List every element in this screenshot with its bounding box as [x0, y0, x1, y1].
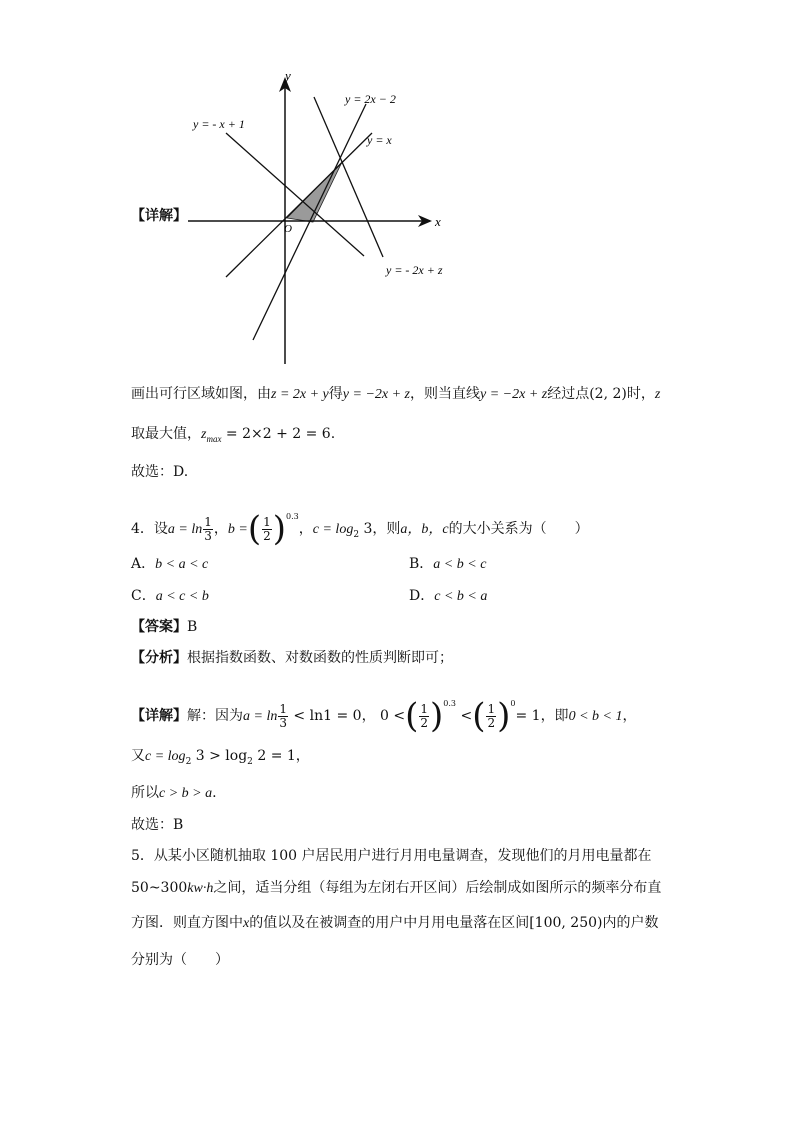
option-text: b < a < c [155, 557, 209, 572]
paren: ) [430, 696, 444, 736]
q5-line3 [131, 913, 659, 934]
fraction [203, 516, 213, 543]
math: = 1 [515, 708, 541, 724]
unit: kw·h [187, 881, 214, 896]
q4-option-c[interactable] [131, 586, 209, 607]
text: 解：因为 [187, 708, 243, 724]
math: 3 > log [191, 748, 248, 764]
math: 2 = 1 [252, 748, 296, 764]
math: b = [227, 522, 248, 537]
math: z [201, 427, 207, 442]
math: 0 < b < 1 [568, 709, 623, 724]
text: 内的户数 [602, 915, 659, 931]
origin-label: O [284, 223, 292, 235]
text: ， [361, 708, 376, 724]
label-y-eq-neg-x-plus-1: y = - x + 1 [193, 117, 245, 131]
y-axis-label: y [285, 68, 291, 83]
q4-detail [131, 686, 636, 735]
math: y = −2x + z [342, 387, 410, 402]
option-text: a < c < b [155, 589, 209, 604]
text: ， [295, 748, 310, 764]
option-text: a < b < c [433, 557, 487, 572]
math: = 2×2 + 2 = 6 [221, 426, 331, 442]
math: c = log [312, 522, 354, 537]
paren: ( [472, 696, 486, 736]
text: ，则 [372, 521, 401, 537]
math: < [460, 708, 473, 724]
text: 方图．则直方图中 [131, 915, 243, 931]
q3-explanation-line2 [131, 424, 335, 449]
log-base: 2 [353, 529, 360, 540]
math: y = −2x + z [480, 387, 548, 402]
exponent: 0.3 [286, 512, 299, 521]
math: a，b，c [400, 522, 449, 537]
detail-tag: 【详解】 [131, 708, 187, 724]
feasible-region-figure [0, 0, 793, 380]
q4-detail-line2 [131, 746, 310, 772]
paren: ( [405, 696, 419, 736]
option-text: c < b < a [434, 589, 488, 604]
label-y-eq-2x-minus-2: y = 2x − 2 [345, 92, 396, 106]
math: < ln1 = 0 [288, 708, 362, 724]
x-axis-label: x [435, 214, 441, 229]
exponent: 0 [510, 699, 516, 708]
detail-tag: 【详解】 [131, 208, 187, 224]
line-y-eq-x [226, 133, 372, 277]
text: ，即 [540, 708, 569, 724]
log-base: 2 [247, 756, 253, 767]
analysis-tag: 【分析】 [131, 650, 187, 666]
numerator: 1 [204, 514, 212, 529]
text: 的值以及在被调查的用户中月用电量落在区间 [249, 915, 530, 931]
paren: ) [497, 696, 511, 736]
option-key: B． [409, 556, 434, 572]
math: a = ln [243, 709, 278, 724]
option-key: C． [131, 588, 156, 604]
paren: ( [247, 509, 262, 549]
math: c > b > a [159, 786, 213, 801]
q3-select: 故选：D. [131, 464, 189, 480]
option-key: D． [409, 588, 435, 604]
math: 0 < [380, 708, 406, 724]
math: z [654, 387, 661, 402]
text: 所以 [131, 785, 159, 801]
log-base: 2 [185, 756, 192, 767]
q4-detail-line3 [131, 783, 217, 804]
text: 时， [626, 386, 655, 402]
q4-analysis [131, 648, 453, 668]
line-y-eq-neg-2x-plus-z [314, 97, 383, 257]
text: ，则当直线 [410, 386, 480, 402]
answer-value: B [187, 619, 198, 635]
fraction: $\frac{1}{2}$ [263, 514, 271, 543]
text: 的大小关系为（ ） [448, 521, 589, 537]
text: 画出可行区域如图，由 [131, 386, 271, 402]
text: . [330, 426, 336, 442]
text: 4．设 [131, 521, 168, 537]
q4-answer [131, 617, 197, 637]
text: ， [298, 521, 313, 537]
option-key: A． [131, 556, 156, 572]
q4-option-a[interactable] [131, 554, 208, 575]
q4-select: 故选：B [131, 817, 184, 833]
subscript: max [206, 433, 222, 444]
q5-line4: 分别为（ ） [131, 952, 229, 968]
analysis-text: 根据指数函数、对数函数的性质判断即可； [187, 650, 453, 666]
text: ， [622, 708, 637, 724]
math: c = log [145, 749, 186, 764]
q5-line1: 5．从某小区随机抽取 100 户居民用户进行月用电量调查，发现他们的月用电量都在 [131, 848, 652, 864]
text: 取最大值， [131, 426, 201, 442]
text: 50~300 [131, 880, 188, 896]
paren: ) [272, 509, 287, 549]
math: a = ln [167, 522, 203, 537]
text: 之间，适当分组（每组为左闭右开区间）后绘制成如图所示的频率分布直 [213, 880, 662, 896]
exponent: 0.3 [443, 699, 457, 708]
label-y-eq-x: y = x [367, 133, 392, 147]
denominator: 3 [204, 528, 212, 543]
q5-line2 [131, 878, 661, 899]
math: [100, 250) [529, 915, 603, 931]
line-y-eq-2x-minus-2 [253, 104, 366, 340]
math: z = 2x + y [271, 387, 329, 402]
text: . [212, 785, 217, 801]
math: (2, 2) [589, 386, 627, 402]
text: 经过点 [547, 386, 590, 402]
answer-tag: 【答案】 [131, 619, 187, 635]
text: 又 [131, 748, 145, 764]
fraction: $\frac{1}{2}$ [420, 701, 429, 730]
text: ， [213, 521, 228, 537]
fraction: $\frac{1}{3}$ [279, 701, 287, 730]
fraction: $\frac{1}{2}$ [487, 701, 496, 730]
label-y-eq-neg-2x-plus-z: y = - 2x + z [386, 263, 443, 277]
math: x [243, 916, 250, 931]
q4-stem [131, 500, 589, 552]
math: 3 [359, 521, 373, 537]
text: 得 [328, 386, 343, 402]
q4-option-b[interactable] [409, 554, 486, 575]
q4-option-d[interactable] [409, 586, 487, 607]
q3-explanation-line1 [131, 384, 660, 405]
